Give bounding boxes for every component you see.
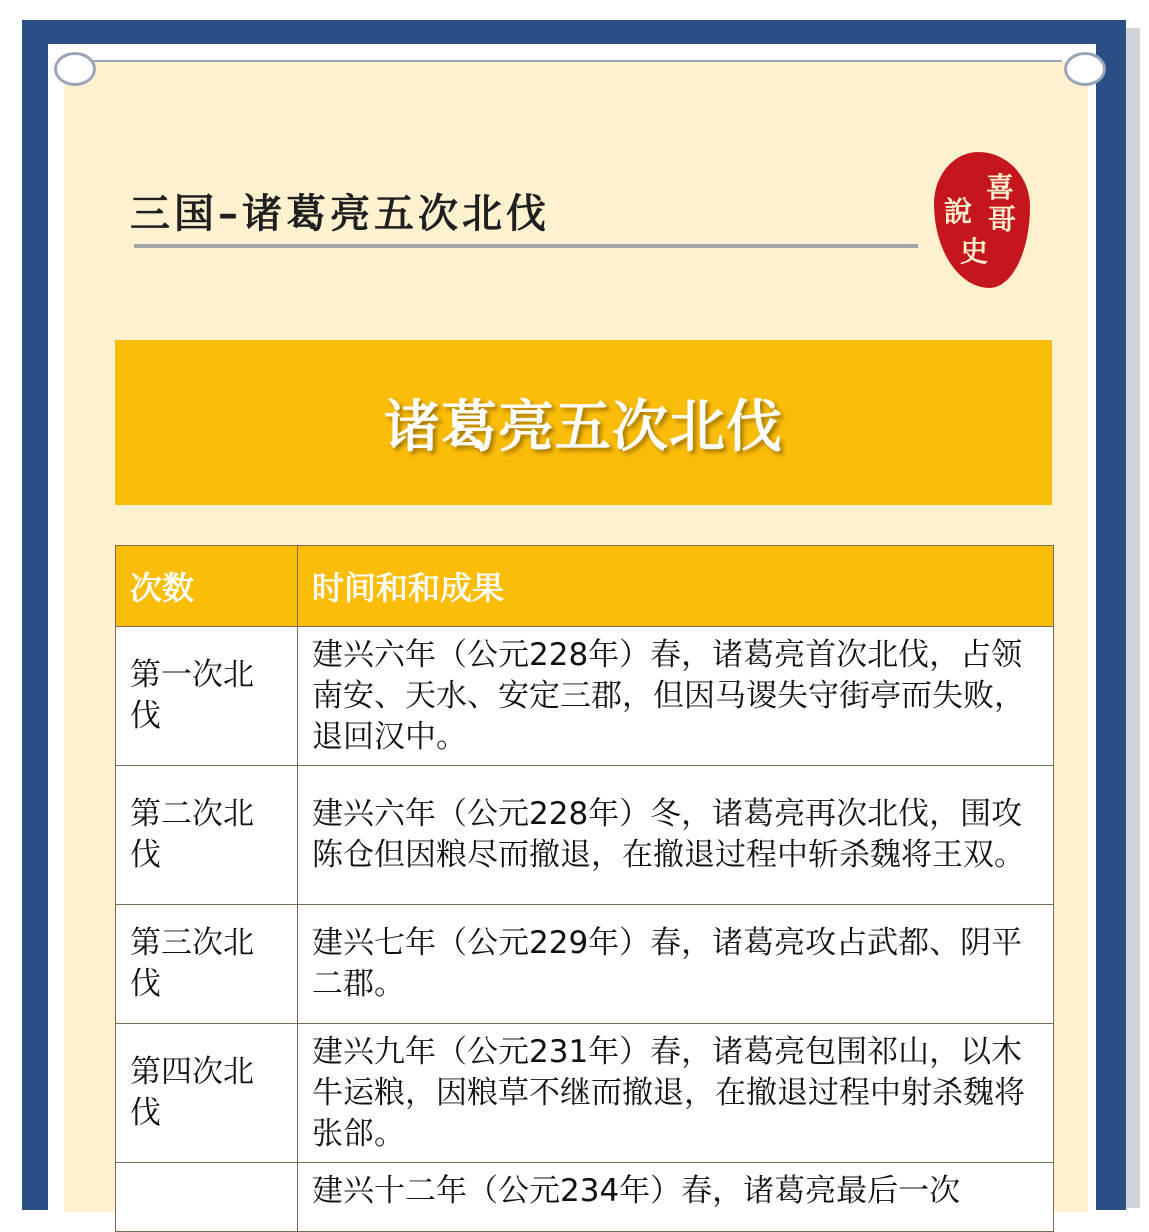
campaign-description: 建兴六年（公元228年）冬，诸葛亮再次北伐，围攻陈仓但因粮尽而撤退，在撤退过程中斩杀魏将王双。 [298, 766, 1054, 905]
table-header-row [116, 546, 1054, 627]
header-time-result: 时间和和成果 [298, 546, 1054, 627]
campaign-number [116, 1163, 298, 1232]
document-title: 三国–诸葛亮五次北伐 [130, 190, 550, 237]
banner-title: 诸葛亮五次北伐 [384, 394, 783, 460]
table-row [116, 1163, 1054, 1232]
campaign-description: 建兴七年（公元229年）春，诸葛亮攻占武都、阴平二郡。 [298, 905, 1054, 1024]
header-count: 次数 [116, 546, 298, 627]
table-row [116, 905, 1054, 1024]
table-row [116, 627, 1054, 766]
campaign-number: 第二次北伐 [116, 766, 298, 905]
table-row [116, 1024, 1054, 1163]
campaign-description: 建兴十二年（公元234年）春，诸葛亮最后一次 [298, 1163, 1054, 1232]
campaign-table [115, 545, 1054, 1232]
campaign-number: 第一次北伐 [116, 627, 298, 766]
seal-stamp: 喜 哥 說 史 [934, 152, 1030, 288]
title-underline [134, 244, 918, 248]
campaign-number: 第四次北伐 [116, 1024, 298, 1163]
campaign-number: 第三次北伐 [116, 905, 298, 1024]
scroll-top-edge [92, 60, 1062, 66]
scroll-curl-right [1064, 52, 1106, 86]
campaign-description: 建兴六年（公元228年）春，诸葛亮首次北伐，占领南安、天水、安定三郡，但因马谡失守街亭而失败，退回汉中。 [298, 627, 1054, 766]
title-banner [115, 340, 1052, 505]
scroll-curl-left [54, 52, 96, 86]
campaign-description: 建兴九年（公元231年）春，诸葛亮包围祁山，以木牛运粮，因粮草不继而撤退，在撤退过程中射杀魏将张郃。 [298, 1024, 1054, 1163]
table-row [116, 766, 1054, 905]
